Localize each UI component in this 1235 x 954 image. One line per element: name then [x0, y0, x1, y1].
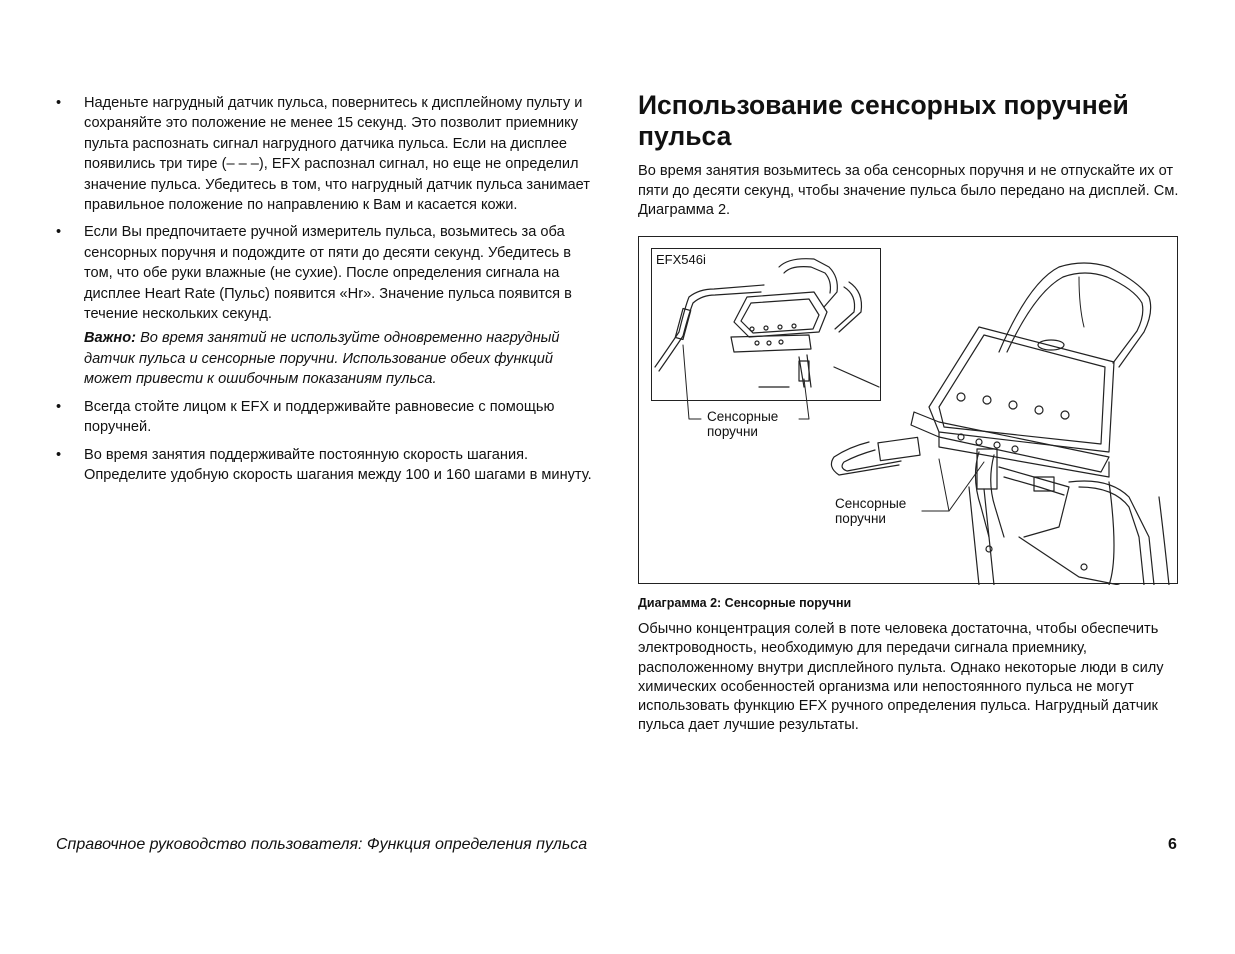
bullet-marker: •	[56, 224, 62, 241]
callout-main-line1: Сенсорные	[835, 496, 907, 511]
callout-inset-line2: поручни	[707, 424, 758, 439]
bullet-text: Если Вы предпочитаете ручной измеритель пульса, возьмитесь за оба сенсорных поручня и подождите от пяти до десяти секунд. Убедитесь в том, что обе руки влажные (не сухие). После определения сигнала на дисплее Heart Rate (Пульс) появится «Hr». Значение пульса появится в течение нескольких секунд.	[84, 224, 572, 323]
important-note	[84, 328, 600, 389]
callout-main	[835, 496, 906, 526]
bullet-marker: •	[56, 95, 62, 111]
main-drawing	[831, 263, 1169, 585]
callout-inset	[707, 409, 778, 439]
model-inset	[651, 248, 881, 401]
page-number: 6	[1168, 836, 1177, 853]
bullet-text: Всегда стойте лицом к EFX и поддерживайте равновесие с помощью поручней.	[84, 398, 555, 436]
bullet-item	[56, 93, 600, 215]
bullet-text: Наденьте нагрудный датчик пульса, повернитесь к дисплейному пульту и сохраняйте это положение не менее 15 секунд. Это позволит приемнику пульта распознать сигнал нагрудного датчика пульса. Если на дисплее появились три тире (– – –), EFX распознал сигнал, но еще не определил значение пульса. Убедитесь в том, что нагрудный датчик пульса занимает правильное положение по направлению к Вам и касается кожи.	[84, 95, 590, 214]
callout-main-line2: поручни	[835, 511, 886, 526]
section-heading: Использование сенсорных поручней пульса	[638, 90, 1129, 151]
bullet-item	[56, 445, 600, 486]
body-paragraph: Обычно концентрация солей в поте человека достаточна, чтобы обеспечить электроводность, необходимую для передачи сигнала приемнику, расположенному внутри дисплейного пульта. Однако некоторые люди в силу химических особенностей организма или непостоянного пульса не могут использовать функцию EFX ручного определения пульса. Нагрудный датчик пульса дает лучшие результаты.	[638, 621, 1164, 734]
important-note-text: Во время занятий не используйте одновременно нагрудный датчик пульса и сенсорные поручни. Использование обеих функций может привести к ошибочным показаниям пульса.	[84, 330, 560, 388]
bullet-marker: •	[56, 446, 62, 463]
bullet-item	[56, 397, 600, 438]
important-note-label: Важно:	[84, 330, 136, 347]
bullet-item	[56, 222, 600, 389]
right-column	[638, 90, 1183, 221]
bullet-text: Во время занятия поддерживайте постоянную скорость шагания. Определите удобную скорость шагания между 100 и 160 шагами в минуту.	[84, 446, 592, 483]
bullet-marker: •	[56, 398, 62, 415]
footer-title: Справочное руководство пользователя: Функция определения пульса	[56, 836, 588, 853]
diagram-figure	[638, 236, 1178, 584]
model-label: EFX546i	[656, 252, 706, 267]
figure-caption: Диаграмма 2: Сенсорные поручни	[638, 596, 852, 610]
left-column	[56, 93, 600, 492]
intro-paragraph: Во время занятия возьмитесь за оба сенсорных поручня и не отпускайте их от пяти до десяти секунд, чтобы значение пульса было передано на дисплей. См. Диаграмма 2.	[638, 163, 1179, 218]
callout-inset-line1: Сенсорные	[707, 409, 779, 424]
